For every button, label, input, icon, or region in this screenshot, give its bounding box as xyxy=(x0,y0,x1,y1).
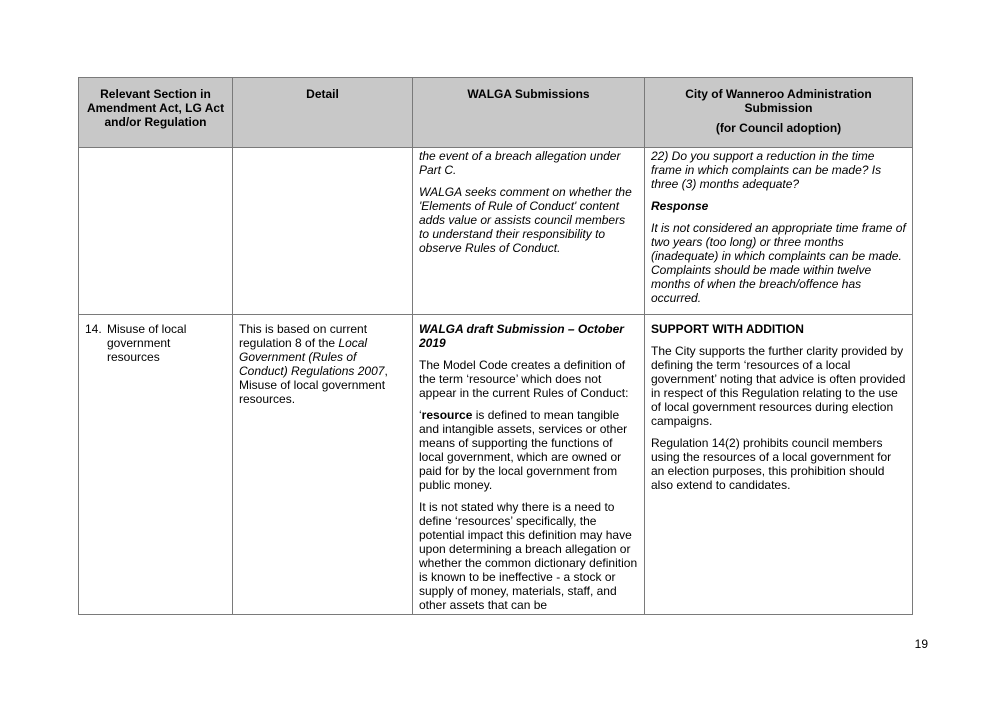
header-city: City of Wanneroo Administration Submission (for Council adoption) xyxy=(645,78,913,148)
detail-text: This is based on current regulation 8 of the Local Government (Rules of Conduct) Regulations 2007, Misuse of local government resources. xyxy=(239,322,388,406)
row1-city-cell xyxy=(645,148,913,315)
section-title-line-1: Misuse of local xyxy=(107,322,187,336)
row1-walga-para-1: the event of a breach allegation under Part C. xyxy=(419,149,621,177)
walga-draft-heading: WALGA draft Submission – October 2019 xyxy=(419,322,624,350)
row1-city-response: It is not considered an appropriate time frame of two years (too long) or three months (inadequate) in which complaints can be made. Complaints should be made within twelve months of when the breach/offence has occurred. xyxy=(651,221,906,305)
section-title-line-2: government resources xyxy=(107,336,171,364)
header-section: Relevant Section in Amendment Act, LG Act and/or Regulation xyxy=(79,78,233,148)
row2-detail-cell xyxy=(233,315,413,615)
row1-city-question: 22) Do you support a reduction in the time frame in which complaints can be made? Is three (3) months adequate? xyxy=(651,149,882,191)
section-item xyxy=(85,322,226,364)
definition-term: resource xyxy=(421,408,473,422)
walga-para-1: The Model Code creates a definition of the term ‘resource’ which does not appear in the current Rules of Conduct: xyxy=(419,358,629,400)
header-detail: Detail xyxy=(233,78,413,148)
row2-walga-cell xyxy=(413,315,645,615)
regulation-title: Local Government (Rules of Conduct) Regulations 2007 xyxy=(239,336,385,378)
city-para-2: Regulation 14(2) prohibits council members using the resources of a local government for an election purposes, this prohibition should also extend to candidates. xyxy=(651,436,892,492)
row1-walga-cell xyxy=(413,148,645,315)
table-row xyxy=(79,148,913,315)
table-header-row xyxy=(79,78,913,148)
walga-definition: ‘resource is defined to mean tangible and intangible assets, services or other means of supporting the functions of local government, which are owned or paid for by the local government from public money. xyxy=(419,408,628,492)
row2-section-cell xyxy=(79,315,233,615)
row1-city-response-label: Response xyxy=(651,199,709,213)
page-number: 19 xyxy=(914,637,928,651)
table-row xyxy=(79,315,913,615)
row1-detail-cell xyxy=(233,148,413,315)
row1-walga-para-2: WALGA seeks comment on whether the 'Elements of Rule of Conduct' content adds value or assists council members to understand their responsibility to observe Rules of Conduct. xyxy=(419,185,632,255)
submission-table xyxy=(78,77,913,615)
section-number: 14. xyxy=(85,322,102,336)
city-support-heading: SUPPORT WITH ADDITION xyxy=(651,322,804,336)
header-walga: WALGA Submissions xyxy=(413,78,645,148)
walga-para-3: It is not stated why there is a need to define ‘resources’ specifically, the potential impact this definition may have upon determining a breach allegation or whether the common dictionary definition is known to be ineffective - a stock or supply of money, materials, staff, and other assets that can be xyxy=(419,500,638,612)
row2-city-cell xyxy=(645,315,913,615)
city-para-1: The City supports the further clarity provided by defining the term ‘resources of a local government’ noting that advice is often provided in respect of this Regulation relating to the use of local government resources during election campaigns. xyxy=(651,344,906,428)
row1-section-cell xyxy=(79,148,233,315)
